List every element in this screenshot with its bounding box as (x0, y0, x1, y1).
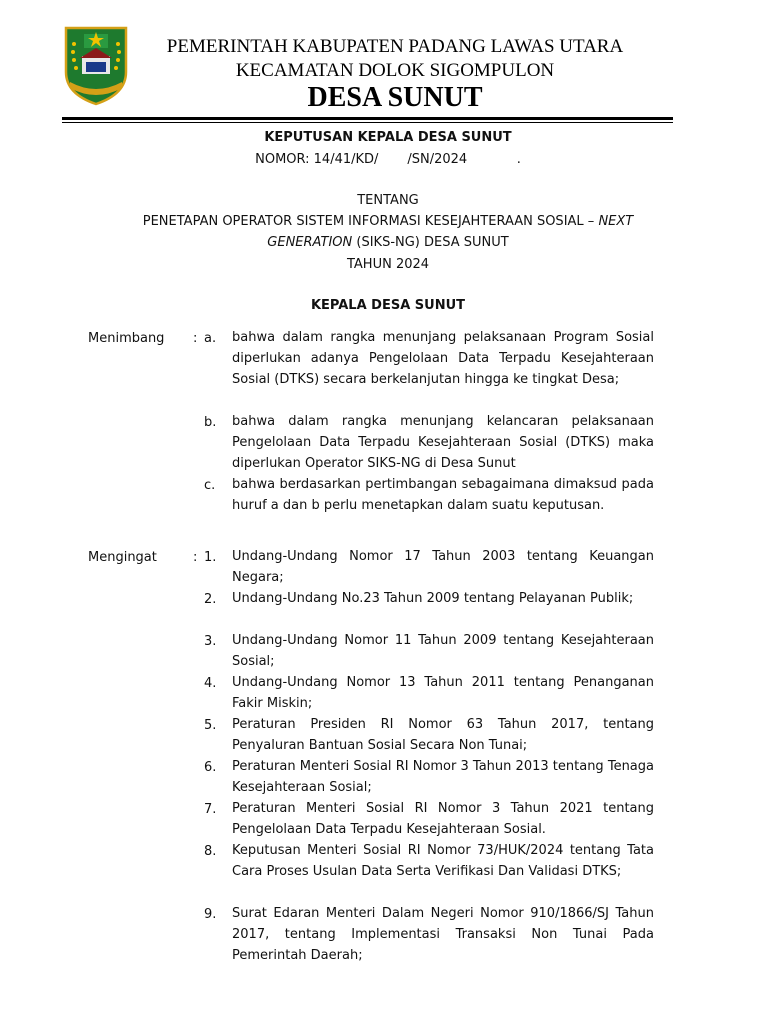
decree-number: NOMOR: 14/41/KD/ /SN/2024 . (255, 152, 521, 167)
decree-year: TAHUN 2024 (346, 257, 430, 272)
list-marker: 6. (204, 760, 217, 775)
list-marker: 4. (204, 676, 217, 691)
list-marker: c. (204, 478, 216, 493)
list-marker: 3. (204, 634, 217, 649)
menimbang-colon: : (193, 331, 198, 346)
list-marker: 7. (204, 802, 217, 817)
list-item: Peraturan Menteri Sosial RI Nomor 3 Tahun 2021 tentang Pengelolaan Data Terpadu Kesejahteraan Sosial. (232, 801, 654, 837)
list-item: Undang-Undang Nomor 11 Tahun 2009 tentang Kesejahteraan Sosial; (232, 633, 654, 669)
list-marker: b. (204, 415, 217, 430)
menimbang-label: Menimbang (88, 331, 165, 346)
letterhead-rule-thick (62, 117, 673, 120)
list-marker: 5. (204, 718, 217, 733)
list-item: bahwa dalam rangka menunjang pelaksanaan Program Sosial diperlukan adanya Pengelolaan Data Terpadu Kesejahteraan Sosial (DTKS) secara berkelanjutan hingga ke tingkat Desa; (232, 330, 654, 387)
list-item: Peraturan Presiden RI Nomor 63 Tahun 2017, tentang Penyaluran Bantuan Sosial Secara Non Tunai; (232, 717, 654, 753)
list-item: bahwa berdasarkan pertimbangan sebagaimana dimaksud pada huruf a dan b perlu menetapkan dalam suatu keputusan. (232, 477, 654, 513)
list-marker: a. (204, 331, 217, 346)
list-marker: 8. (204, 844, 217, 859)
list-item: Keputusan Menteri Sosial RI Nomor 73/HUK/2024 tentang Tata Cara Proses Usulan Data Serta Verifikasi Dan Validasi DTKS; (232, 843, 654, 879)
decree-subject-line1: PENETAPAN OPERATOR SISTEM INFORMASI KESEJAHTERAAN SOSIAL – NEXT (142, 214, 634, 229)
letterhead-village: DESA SUNUT (307, 82, 483, 113)
decree-authority: KEPALA DESA SUNUT (310, 298, 466, 313)
letterhead-government: PEMERINTAH KABUPATEN PADANG LAWAS UTARA (166, 36, 624, 57)
regency-logo (60, 22, 132, 106)
list-marker: 1. (204, 550, 217, 565)
list-marker: 9. (204, 907, 217, 922)
letterhead-district: KECAMATAN DOLOK SIGOMPULON (235, 60, 555, 81)
mengingat-colon: : (193, 550, 198, 565)
list-item: Undang-Undang Nomor 13 Tahun 2011 tentang Penanganan Fakir Miskin; (232, 675, 654, 711)
mengingat-label: Mengingat (88, 550, 157, 565)
list-marker: 2. (204, 592, 217, 607)
decree-title: KEPUTUSAN KEPALA DESA SUNUT (264, 130, 512, 145)
decree-subject-line2: GENERATION (SIKS-NG) DESA SUNUT (267, 235, 509, 250)
list-item: Undang-Undang Nomor 17 Tahun 2003 tentang Keuangan Negara; (232, 549, 654, 585)
list-item: Peraturan Menteri Sosial RI Nomor 3 Tahun 2013 tentang Tenaga Kesejahteraan Sosial; (232, 759, 654, 795)
list-item: Surat Edaran Menteri Dalam Negeri Nomor 910/1866/SJ Tahun 2017, tentang Implementasi Transaksi Non Tunai Pada Pemerintah Daerah; (232, 906, 654, 963)
list-item: Undang-Undang No.23 Tahun 2009 tentang Pelayanan Publik; (232, 591, 634, 606)
decree-about: TENTANG (357, 193, 419, 208)
letterhead-rule-thin (62, 122, 673, 123)
list-item: bahwa dalam rangka menunjang kelancaran pelaksanaan Pengelolaan Data Terpadu Kesejahteraan Sosial (DTKS) maka diperlukan Operator SIKS-NG di Desa Sunut (232, 414, 654, 471)
